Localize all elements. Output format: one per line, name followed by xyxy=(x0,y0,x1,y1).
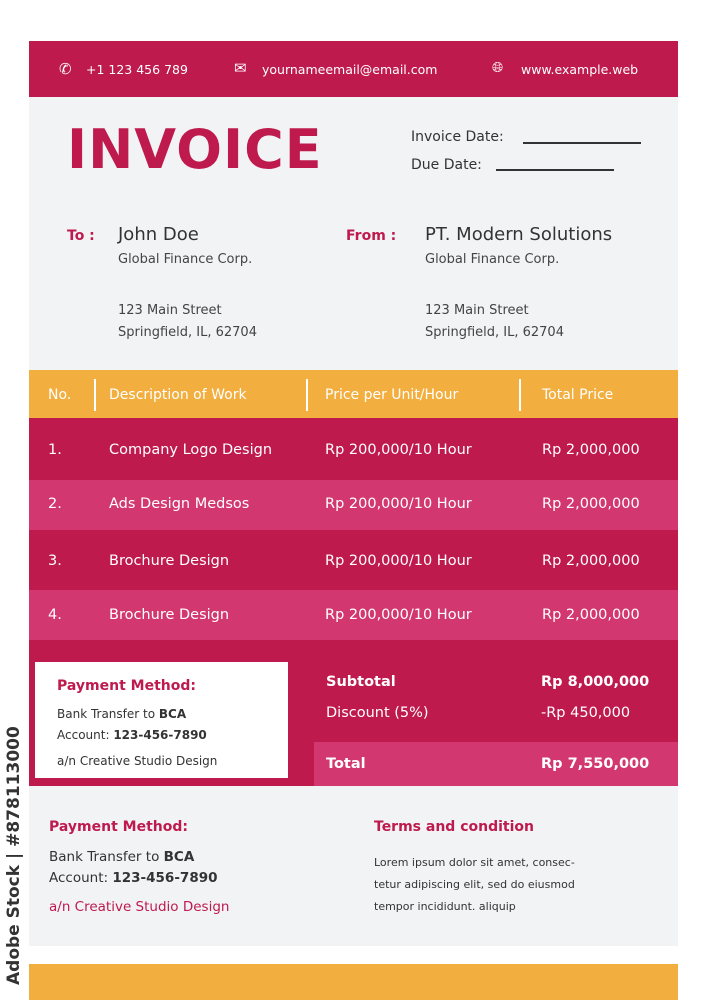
cell-price: Rp 200,000/10 Hour xyxy=(325,442,472,458)
footer-bar xyxy=(29,964,678,1000)
terms-line: tetur adipiscing elit, sed do eiusmod xyxy=(374,878,575,891)
discount: -Rp 450,000 xyxy=(541,705,631,721)
bank-label: Bank Transfer to xyxy=(57,707,159,721)
contact-bar xyxy=(29,41,678,97)
cell-total: Rp 2,000,000 xyxy=(542,442,640,458)
footer-section xyxy=(29,786,678,946)
cell-description: Company Logo Design xyxy=(109,442,273,458)
to-street: 123 Main Street xyxy=(118,303,222,318)
website: www.example.web xyxy=(521,62,639,77)
watermark: Adobe Stock | #878113000 xyxy=(4,726,24,985)
table-row xyxy=(29,590,678,640)
divider xyxy=(519,379,521,411)
cell-description: Brochure Design xyxy=(109,607,230,623)
bank: BCA xyxy=(158,707,187,721)
bank: BCA xyxy=(163,849,195,865)
payment-box xyxy=(35,662,288,778)
invoice-date-field[interactable] xyxy=(523,142,641,144)
table-header xyxy=(29,370,678,418)
page-title: INVOICE xyxy=(67,118,323,181)
subtotal-label: Subtotal xyxy=(326,674,396,690)
globe-icon: 🌐︎ xyxy=(492,60,504,76)
divider xyxy=(306,379,308,411)
terms-text xyxy=(374,852,575,918)
due-date-label: Due Date: xyxy=(411,157,482,173)
account-holder: a/n Creative Studio Design xyxy=(57,754,218,768)
account: 123-456-7890 xyxy=(113,728,207,742)
email-icon: ✉ xyxy=(234,59,247,77)
cell-price: Rp 200,000/10 Hour xyxy=(325,607,472,623)
terms-title: Terms and condition xyxy=(374,819,534,835)
cell-no: 1. xyxy=(48,442,62,458)
total: Rp 7,550,000 xyxy=(541,756,650,772)
cell-no: 2. xyxy=(48,496,62,512)
discount-label: Discount (5%) xyxy=(326,705,429,721)
col-total: Total Price xyxy=(542,387,614,403)
cell-total: Rp 2,000,000 xyxy=(542,607,640,623)
subtotal: Rp 8,000,000 xyxy=(541,674,650,690)
cell-price: Rp 200,000/10 Hour xyxy=(325,496,472,512)
terms-line: tempor incididunt. aliquip xyxy=(374,900,516,913)
payment-title: Payment Method: xyxy=(57,678,196,694)
to-company: Global Finance Corp. xyxy=(118,252,253,267)
col-price: Price per Unit/Hour xyxy=(325,387,459,403)
cell-description: Brochure Design xyxy=(109,553,230,569)
cell-no: 4. xyxy=(48,607,62,623)
cell-total: Rp 2,000,000 xyxy=(542,553,640,569)
divider xyxy=(94,379,96,411)
from-label: From : xyxy=(346,228,397,244)
from-name: PT. Modern Solutions xyxy=(425,224,613,245)
terms-line: Lorem ipsum dolor sit amet, consec- xyxy=(374,856,575,869)
phone-icon: ✆ xyxy=(59,60,72,78)
to-label: To : xyxy=(67,228,95,244)
payment-title-2: Payment Method: xyxy=(49,819,188,835)
table-row xyxy=(29,480,678,530)
due-date-field[interactable] xyxy=(496,169,614,171)
invoice-date-label: Invoice Date: xyxy=(411,129,504,145)
to-name: John Doe xyxy=(118,224,199,245)
table-row xyxy=(29,418,678,480)
from-city: Springfield, IL, 62704 xyxy=(425,325,564,340)
total-label: Total xyxy=(326,756,366,772)
cell-no: 3. xyxy=(48,553,62,569)
bank-label: Bank Transfer to xyxy=(49,849,164,865)
col-description: Description of Work xyxy=(109,387,247,403)
email: yournameemail@email.com xyxy=(262,62,438,77)
account-label: Account: xyxy=(49,870,113,886)
cell-total: Rp 2,000,000 xyxy=(542,496,640,512)
from-street: 123 Main Street xyxy=(425,303,529,318)
from-company: Global Finance Corp. xyxy=(425,252,560,267)
cell-price: Rp 200,000/10 Hour xyxy=(325,553,472,569)
phone: +1 123 456 789 xyxy=(86,62,188,77)
col-no: No. xyxy=(48,387,72,403)
account-label: Account: xyxy=(57,728,114,742)
cell-description: Ads Design Medsos xyxy=(109,496,250,512)
table-row xyxy=(29,530,678,590)
account: 123-456-7890 xyxy=(112,870,218,886)
to-city: Springfield, IL, 62704 xyxy=(118,325,257,340)
account-holder: a/n Creative Studio Design xyxy=(49,899,230,915)
